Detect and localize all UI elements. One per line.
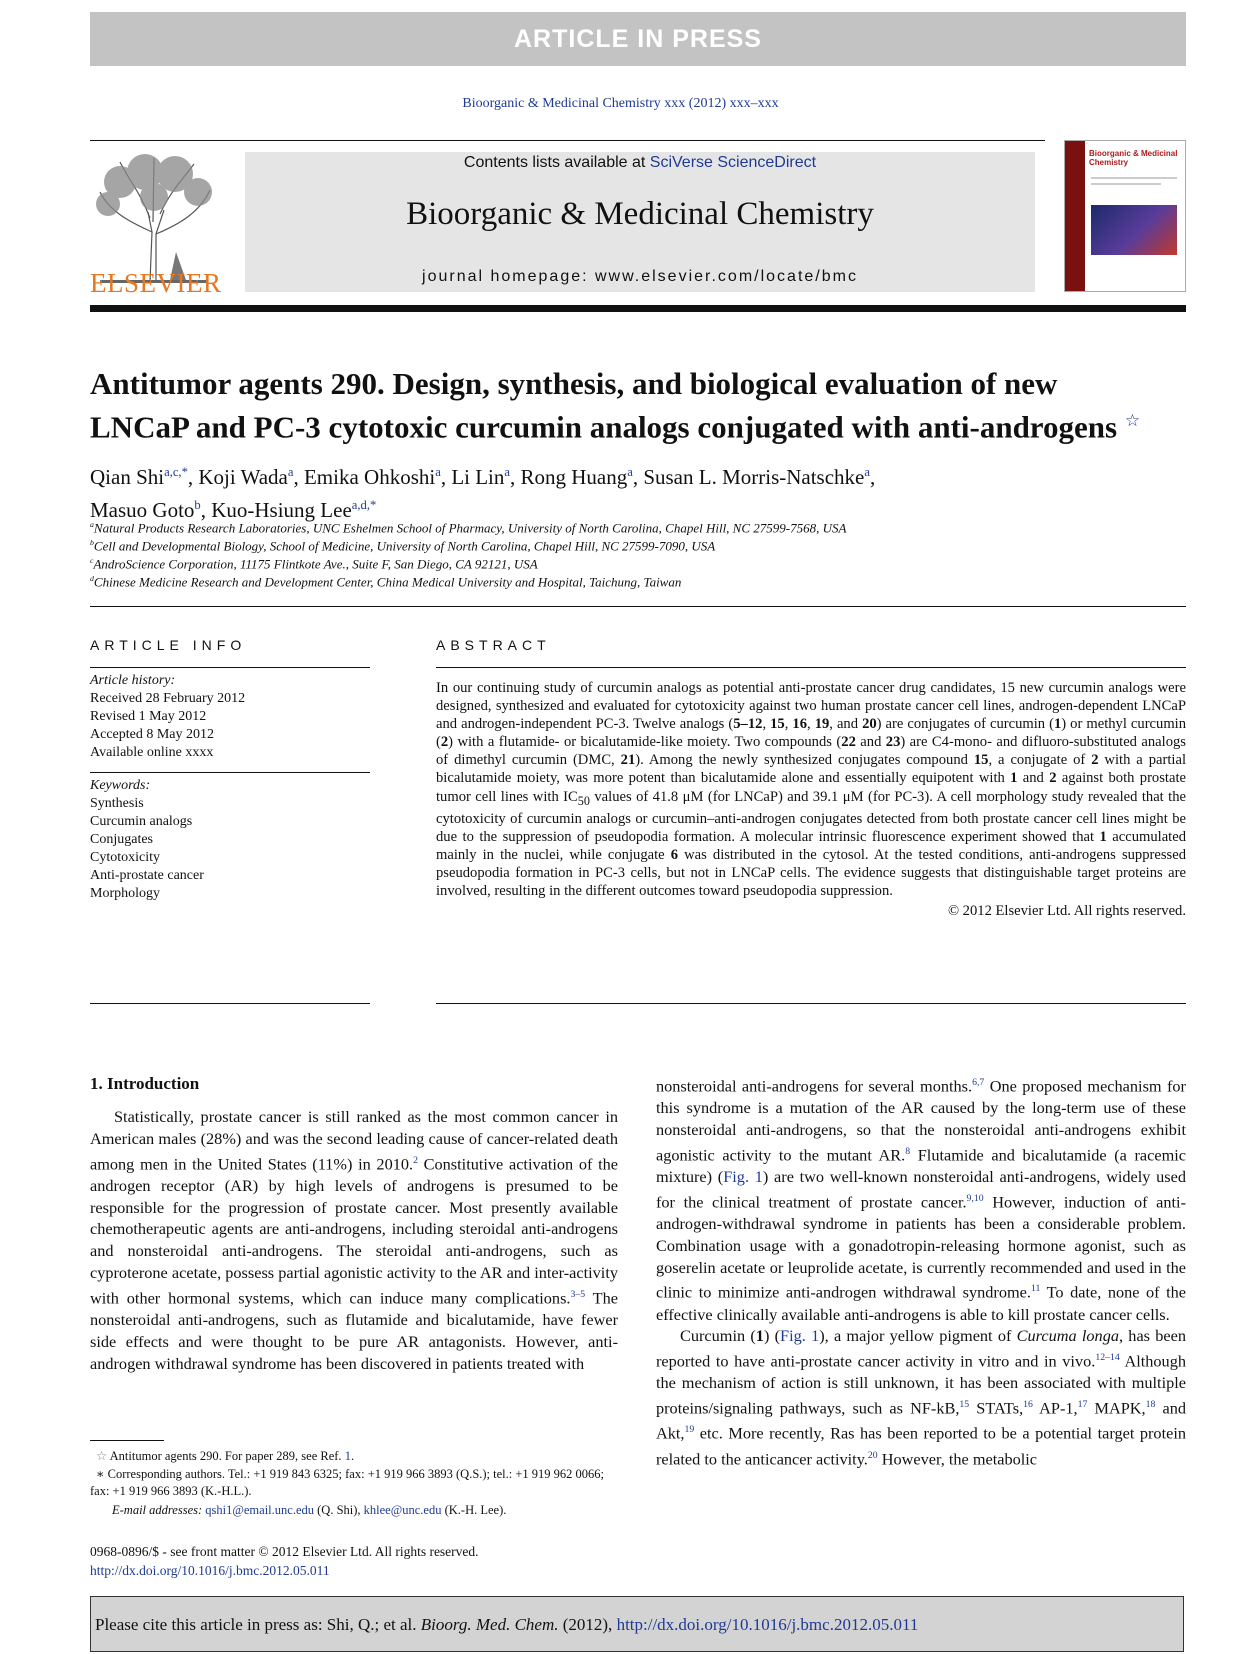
masthead-thick-rule <box>90 305 1186 312</box>
journal-homepage[interactable]: journal homepage: www.elsevier.com/locate/bmc <box>422 268 858 285</box>
author: Li Lin$^a$, <box>451 465 521 489</box>
citation-doi-link[interactable]: http://dx.doi.org/10.1016/j.bmc.2012.05.011 <box>616 1615 919 1634</box>
article-info-section <box>90 637 370 903</box>
intro-left-column: Statistically, prostate cancer is still ranked as the most common cancer in American males (28%) and was the second leading cause of cancer-related death among men in the United States (11%) in 2010.$^2$ Constitutive activation of the androgen receptor (AR) by high levels of androgens is presumed to be responsible for the progression of prostate cancer. Most presently available chemotherapeutic agents are anti-androgens, including steroidal anti-androgens and nonsteroidal anti-androgens. The steroidal anti-androgens, such as cyproterone acetate, possess partial agonistic activity to the AR and inter-activity with other hormonal systems, which can induce many complications.$^{3-5}$ The nonsteroidal anti-androgens, such as flutamide and bicalutamide, have fewer side effects and were thought to be pure AR antagonists. However, anti-androgen withdrawal syndrome has been discovered in patients treated with <box>90 1107 619 1373</box>
journal-cover-image <box>1064 140 1186 292</box>
author: Masuo Goto$^b$, <box>90 498 212 522</box>
history-item: Available online xxxx <box>90 745 214 760</box>
article-info-heading: ARTICLE INFO <box>90 637 247 653</box>
doi-link[interactable]: http://dx.doi.org/10.1016/j.bmc.2012.05.011 <box>90 1563 330 1578</box>
keyword: Curcumin analogs <box>90 814 193 829</box>
keywords-label: Keywords: <box>90 778 151 793</box>
contents-prefix: Contents lists available at <box>463 154 650 171</box>
history-label: Article history: <box>90 673 176 688</box>
footnote-star: ☆ Antitumor agents 290. For paper 289, see Ref. 1. <box>96 1449 355 1463</box>
author: Susan L. Morris-Natschke$^a$, <box>643 465 876 489</box>
author: Kuo-Hsiung Lee$^{a,d,*}$ <box>211 498 377 522</box>
author: Koji Wada$^a$, <box>198 465 304 489</box>
introduction-heading: 1. Introduction <box>90 1074 200 1093</box>
journal-name: Bioorganic & Medicinal Chemistry <box>406 196 874 232</box>
affiliation: $^d$Chinese Medicine Research and Development Center, China Medical University and Hospital, Taichung, Taiwan <box>90 574 682 590</box>
affiliation: $^c$AndroScience Corporation, 11175 Flintkote Ave., Suite F, San Diego, CA 92121, USA <box>90 556 538 572</box>
title-line-1: Antitumor agents 290. Design, synthesis, and biological evaluation of new <box>90 366 1058 401</box>
author: Emika Ohkoshi$^a$, <box>303 465 452 489</box>
article-in-press-banner: ARTICLE IN PRESS <box>90 12 1186 66</box>
history-item: Accepted 8 May 2012 <box>90 727 215 742</box>
footnote-rule <box>90 1440 164 1441</box>
affiliation: $^b$Cell and Developmental Biology, School of Medicine, University of North Carolina, Chapel Hill, NC 27599-7090, USA <box>90 538 716 554</box>
sciencedirect-link[interactable]: SciVerse ScienceDirect <box>649 154 817 171</box>
keyword: Morphology <box>90 886 160 901</box>
keyword: Synthesis <box>90 796 144 811</box>
contents-line <box>245 154 1035 172</box>
history-item: Revised 1 May 2012 <box>90 709 207 724</box>
footnote-emails: E-mail addresses: qshi1@email.unc.edu (Q. Shi), khlee@unc.edu (K.-H. Lee). <box>112 1503 507 1517</box>
journal-masthead <box>245 152 1035 292</box>
email-link[interactable]: qshi1@email.unc.edu <box>205 1503 314 1517</box>
history-item: Received 28 February 2012 <box>90 691 246 706</box>
author: Rong Huang$^a$, <box>520 465 644 489</box>
abstract-heading: ABSTRACT <box>436 637 551 653</box>
footnote-corresponding: ∗ Corresponding authors. Tel.: +1 919 843 6325; fax: +1 919 966 3893 (Q.S.); tel.: +1 919 962 0066; fax: +1 919 966 3893 (K.-H.L.). <box>90 1467 605 1498</box>
title-star-footnote-link[interactable]: ☆ <box>1124 411 1141 430</box>
affiliation: $^a$Natural Products Research Laboratories, UNC Eshelmen School of Pharmacy, University of North Carolina, Chapel Hill, NC 27599-7568, USA <box>90 520 847 536</box>
divider <box>90 606 1186 607</box>
divider <box>436 667 1186 668</box>
elsevier-wordmark: ELSEVIER <box>90 268 222 298</box>
article-title <box>90 365 1186 445</box>
citation-box: Please cite this article in press as: Shi, Q.; et al. Bioorg. Med. Chem. (2012), http://dx.doi.org/10.1016/j.bmc.2012.05.011 <box>90 1596 1184 1652</box>
keyword: Conjugates <box>90 832 153 847</box>
author-list <box>90 458 1186 524</box>
abstract-text: In our continuing study of curcumin analogs as potential anti-prostate cancer drug candidates, 15 new curcumin analogs were designed, synthesized and evaluated for cytotoxicity against two human prostate cancer cell lines, androgen-dependent LNCaP and androgen-independent PC-3. Twelve analogs (5–12, 15, 16, 19, and 20) are conjugates of curcumin (1) or methyl curcumin (2) with a flutamide- or bicalutamide-like moiety. Two compounds (22 and 23) are C4-mono- and difluoro-substituted analogs of dimethyl curcumin (DMC, 21). Among the newly synthesized conjugates compound 15, a conjugate of 2 with a partial bicalutamide moiety, was more potent than bicalutamide alone and essentially equipotent with 1 and 2 against both prostate tumor cell lines with $IC_{50}$ values of 41.8 μM (for LNCaP) and 39.1 μM (for PC-3). A cell morphology study revealed that the cytotoxicity of curcumin analogs or curcumin–anti-androgen conjugates detected from both prostate cancer cell lines might be due to the suppression of pseudopodia formation. A molecular intrinsic fluorescence experiment showed that 1 accumulated mainly in the nuclei, while conjugate 6 was distributed in the cytosol. At the tested conditions, anti-androgens suppressed pseudopodia formation in PC-3 cells, but not in LNCaP cells. The evidence suggests that distinguishable target proteins are involved, resulting in the different outcomes toward pseudopodia suppression. © 2012 Elsevier Ltd. All rights reserved. <box>436 680 1187 920</box>
divider <box>90 1003 370 1004</box>
title-line-2: LNCaP and PC-3 cytotoxic curcumin analogs conjugated with anti-androgens <box>90 409 1118 445</box>
divider <box>436 1003 1186 1004</box>
cover-title: Bioorganic & Medicinal Chemistry <box>1089 149 1178 167</box>
header-rule <box>90 140 1045 141</box>
copyright: © 2012 Elsevier Ltd. All rights reserved. <box>947 903 1186 920</box>
front-matter-note: 0968-0896/$ - see front matter © 2012 Elsevier Ltd. All rights reserved. <box>90 1544 479 1559</box>
intro-right-column: nonsteroidal anti-androgens for several months.$^{6,7}$ One proposed mechanism for this syndrome is a mutation of the AR caused by the long-term use of these nonsteroidal anti-androgens, so that the nonsteroidal anti-androgens exhibit agonistic activity to the mutant AR.$^8$ Flutamide and bicalutamide (a racemic mixture) (Fig. 1) are two well-known nonsteroidal anti-androgens, widely used for the clinical treatment of prostate cancer.$^{9,10}$ However, induction of anti-androgen-withdrawal syndrome in patients has been a considerable problem. Combination usage with a gonadotropin-releasing hormone agonist, such as goserelin acetate or leuprolide acetate, is currently recommended and used in the clinic to minimize anti-androgen withdrawal syndrome.$^{11}$ To date, none of the effective clinically available anti-androgens is able to kill prostate cancer cells. Curcumin (1) (Fig. 1), a major yellow pigment of Curcuma longa, has been reported to have anti-prostate cancer activity in vitro and in vivo.$^{12-14}$ Although the mechanism of action is still unknown, it has been associated with multiple proteins/signaling pathways, such as NF-kB,$^{15}$ STATs,$^{16}$ AP-1,17 MAPK,$^{18}$ and Akt,$^{19}$ etc. More recently, Ras has been reported to be a potential target protein related to the anticancer activity.$^{20}$ However, the metabolic <box>656 1076 1186 1469</box>
keyword: Cytotoxicity <box>90 850 160 865</box>
keyword: Anti-prostate cancer <box>90 868 204 883</box>
journal-citation-link[interactable]: Bioorganic & Medicinal Chemistry xxx (2012) xxx–xxx <box>462 96 779 111</box>
email-link[interactable]: khlee@unc.edu <box>363 1503 442 1517</box>
ref-1-link[interactable]: 1 <box>344 1449 351 1463</box>
author: Qian Shi$^{a,c,*}$, <box>90 465 199 489</box>
